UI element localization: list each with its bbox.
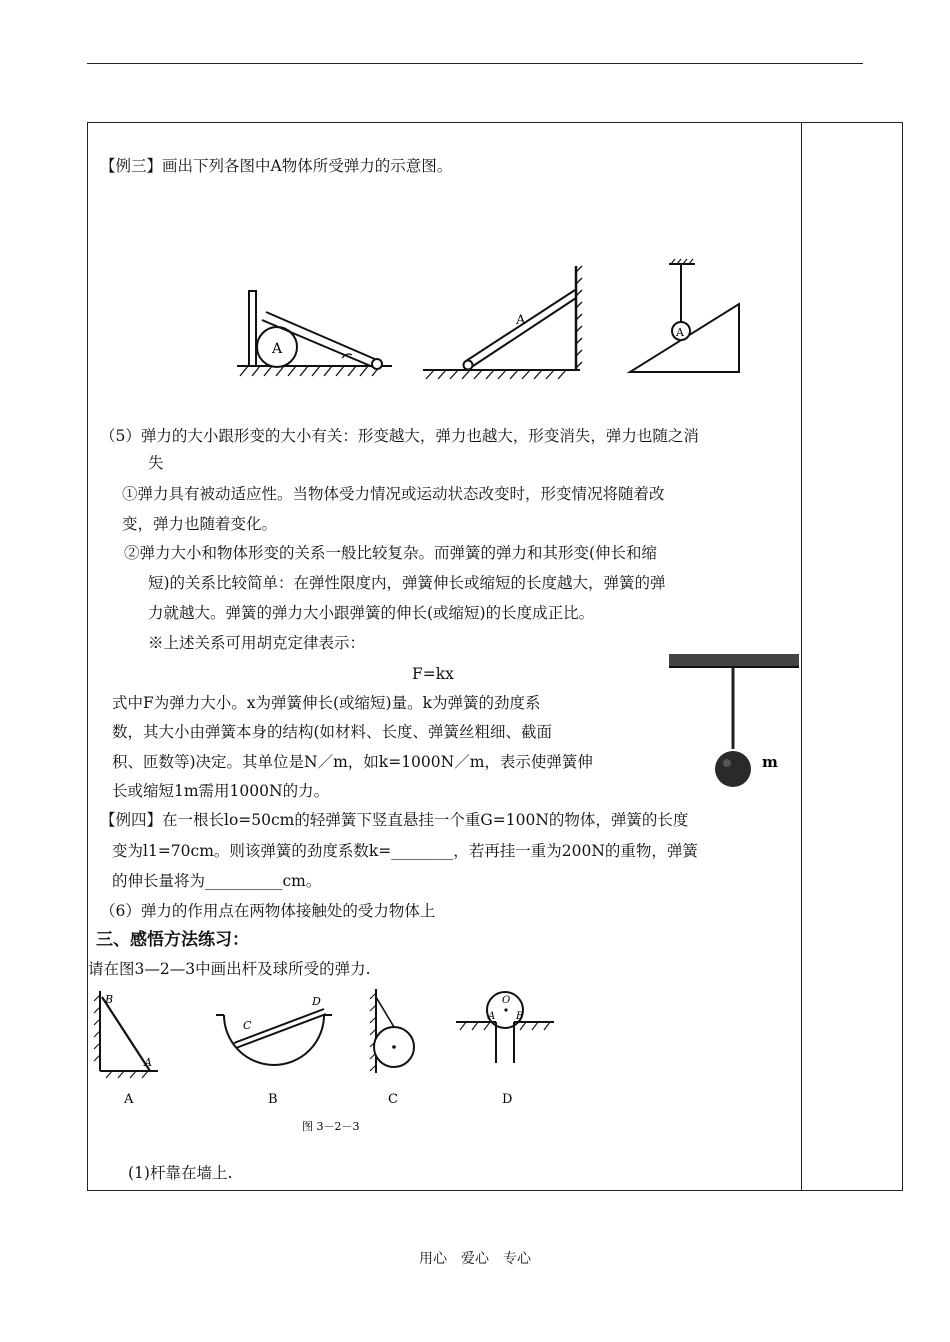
point-label-b2: B: [516, 1011, 524, 1022]
item5-point1-line1: ①弹力具有被动适应性。当物体受力情况或运动状态改变时，形变情况将随着改: [122, 485, 665, 503]
item5-line1: （5）弹力的大小跟形变的大小有关：形变越大，弹力也越大，形变消失，弹力也随之消: [100, 427, 699, 445]
fig-label-a: A: [516, 313, 526, 328]
subfigure-label-a: A: [124, 1092, 134, 1107]
item5-point2-line1: ②弹力大小和物体形变的关系一般比较复杂。而弹簧的弹力和其形变(伸长和缩: [124, 544, 658, 562]
item5-point1-line2: 变，弹力也随着变化。: [122, 515, 278, 533]
section3-instruction: 请在图3—2—3中画出杆及球所受的弹力.: [88, 960, 371, 978]
hooke-explanation-line1: 式中F为弹力大小。x为弹簧伸长(或缩短)量。k为弹簧的劲度系: [112, 694, 541, 712]
exercise-item-1: (1)杆靠在墙上.: [128, 1164, 233, 1182]
figure-caption: 图 3－2－3: [302, 1120, 360, 1133]
item5-point2-line2: 短)的关系比较简单：在弹性限度内，弹簧伸长或缩短的长度越大，弹簧的弹: [148, 574, 666, 592]
hooke-explanation-line3: 积、匝数等)决定。其单位是N／m，如k=1000N／m，表示使弹簧伸: [112, 753, 593, 771]
example3-figure-rod-wall: [420, 262, 585, 382]
item5-line2: 失: [148, 454, 164, 472]
subfigure-label-b: B: [268, 1092, 278, 1107]
example4-line1: 【例四】在一根长lo=50cm的轻弹簧下竖直悬挂一个重G=100N的物体，弹簧的长度: [100, 811, 689, 829]
subfigure-label-d: D: [502, 1092, 513, 1107]
example4-line3: 的伸长量将为__________cm。: [112, 872, 322, 890]
example3-title: 【例三】画出下列各图中A物体所受弹力的示意图。: [100, 157, 453, 175]
item6: （6）弹力的作用点在两物体接触处的受力物体上: [100, 902, 436, 920]
table-column-divider: [801, 122, 802, 1191]
example3-figure-ball-incline: [625, 258, 750, 384]
hooke-explanation-line4: 长或缩短1m需用1000N的力。: [112, 782, 330, 800]
example3-figure-ball-rod: [232, 282, 397, 382]
point-label-d: D: [312, 995, 321, 1008]
example4-line2: 变为l1=70cm。则该弹簧的劲度系数k=________，若再挂一重为200N的重物，弹簧: [112, 842, 698, 860]
hooke-formula: F=kx: [412, 665, 454, 683]
subfigure-label-c: C: [388, 1092, 398, 1107]
point-label-a2: A: [488, 1011, 496, 1022]
point-label-c: C: [243, 1019, 252, 1032]
point-label-a: A: [144, 1056, 152, 1069]
mass-label: m: [762, 753, 778, 771]
hooke-explanation-line2: 数，其大小由弹簧本身的结构(如材料、长度、弹簧丝粗细、截面: [112, 723, 553, 741]
point-label-o: O: [502, 995, 511, 1006]
section3-heading: 三、感悟方法练习：: [96, 930, 249, 950]
figure-3-2-3: [92, 985, 562, 1137]
header-rule: [87, 63, 863, 64]
page-footer: 用心 爱心 专心: [419, 1251, 531, 1267]
fig-label-a: A: [676, 326, 684, 339]
spring-mass-figure: [667, 651, 801, 791]
item5-point2-line3: 力就越大。弹簧的弹力大小跟弹簧的伸长(或缩短)的长度成正比。: [148, 604, 595, 622]
hooke-note: ※上述关系可用胡克定律表示：: [148, 634, 366, 652]
point-label-b: B: [105, 993, 114, 1006]
fig-label-a: A: [272, 341, 283, 357]
